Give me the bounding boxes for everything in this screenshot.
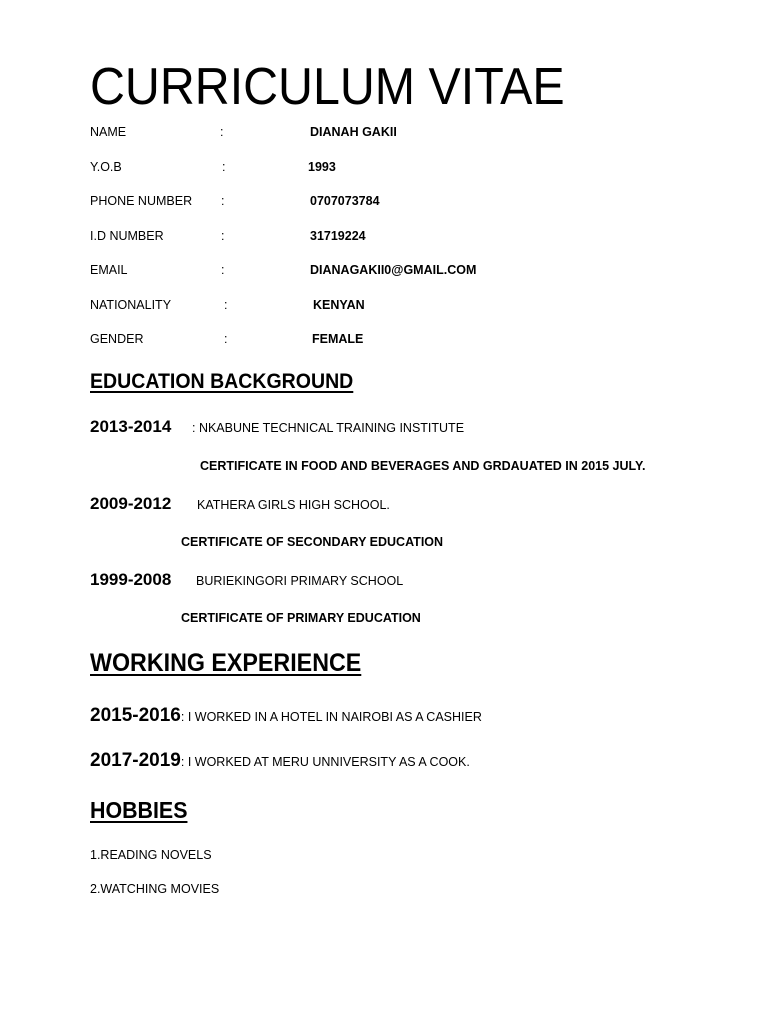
field-value-name: DIANAH GAKII [310,125,397,139]
education-certificate: CERTIFICATE OF SECONDARY EDUCATION [181,535,444,549]
field-value-id: 31719224 [310,229,366,243]
education-school: : NKABUNE TECHNICAL TRAINING INSTITUTE [192,421,465,435]
field-colon: : [224,332,228,346]
field-colon: : [221,229,225,243]
field-label: NATIONALITY [90,298,172,312]
work-year: 2015-2016 [90,705,181,726]
hobby-item: 1.READING NOVELS [90,848,212,862]
document-title: CURRICULUM VITAE [90,58,565,116]
field-value-email: DIANAGAKII0@GMAIL.COM [310,263,477,277]
field-colon: : [221,263,225,277]
education-school: BURIEKINGORI PRIMARY SCHOOL [196,574,404,588]
education-year: 1999-2008 [90,570,172,589]
field-label: NAME [90,125,127,139]
field-label: I.D NUMBER [90,229,164,243]
field-label: GENDER [90,332,144,346]
work-heading: WORKING EXPERIENCE [90,649,362,677]
field-colon: : [224,298,228,312]
education-certificate: CERTIFICATE IN FOOD AND BEVERAGES AND GRDAUATED IN 2015 JULY. [200,459,646,473]
work-description: : I WORKED IN A HOTEL IN NAIROBI AS A CASHIER [180,710,482,724]
field-value-phone: 0707073784 [310,194,380,208]
field-colon: : [220,125,224,139]
work-description: : I WORKED AT MERU UNNIVERSITY AS A COOK. [180,755,470,769]
field-value-gender: FEMALE [312,332,364,346]
field-label: Y.O.B [90,160,122,174]
field-label: PHONE NUMBER [90,194,193,208]
education-school: KATHERA GIRLS HIGH SCHOOL. [197,498,390,512]
education-heading: EDUCATION BACKGROUND [90,370,354,393]
work-year: 2017-2019 [90,750,181,771]
field-value-yob: 1993 [308,160,336,174]
field-label: EMAIL [90,263,128,277]
hobbies-heading: HOBBIES [90,797,188,823]
field-colon: : [221,194,225,208]
education-year: 2009-2012 [90,494,172,513]
field-colon: : [222,160,226,174]
hobby-item: 2.WATCHING MOVIES [90,882,220,896]
work-entry [90,704,482,729]
education-year: 2013-2014 [90,417,172,436]
education-certificate: CERTIFICATE OF PRIMARY EDUCATION [181,611,421,625]
work-entry [90,749,470,774]
field-value-nationality: KENYAN [313,298,365,312]
